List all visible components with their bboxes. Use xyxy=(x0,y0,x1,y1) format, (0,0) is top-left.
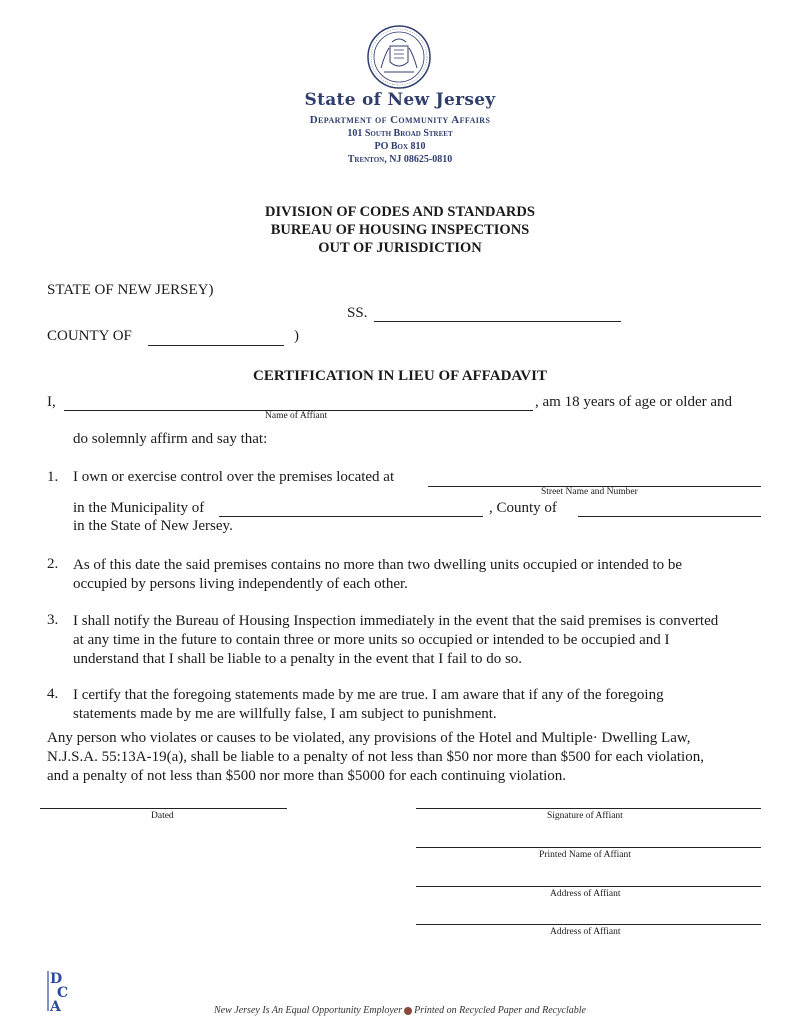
venue-county-label: COUNTY OF xyxy=(47,328,132,344)
municipality-label: in the Municipality of xyxy=(73,500,205,516)
address-1-field[interactable] xyxy=(416,886,761,887)
printed-name-field[interactable] xyxy=(416,847,761,848)
penalty-paragraph xyxy=(47,729,704,786)
item-3-line1: I shall notify the Bureau of Housing Inspection immediately in the event that the said premises is converted xyxy=(73,613,719,629)
affiant-prefix: I, xyxy=(47,394,56,410)
municipality-field[interactable] xyxy=(219,516,483,517)
penalty-line3: and a penalty of not less than $500 nor more than $5000 for each continuing violation. xyxy=(47,768,567,784)
item-1-county-label: , County of xyxy=(489,500,557,516)
item-1-line1: I own or exercise control over the premises located at xyxy=(73,469,395,485)
affiant-name-caption: Name of Affiant xyxy=(265,411,328,421)
footer-right: Printed on Recycled Paper and Recyclable xyxy=(414,1005,586,1016)
item-1-state-line: in the State of New Jersey. xyxy=(73,518,233,534)
address-2-field[interactable] xyxy=(416,924,761,925)
ss-field[interactable] xyxy=(374,321,621,322)
item-4-number: 4. xyxy=(47,686,59,702)
venue-state: STATE OF NEW JERSEY) xyxy=(47,282,214,298)
penalty-line1: Any person who violates or causes to be violated, any provisions of the Hotel and Multiple· Dwelling Law, xyxy=(47,730,691,746)
item-3-line2: at any time in the future to contain three or more units so occupied or intended to be occupied and I xyxy=(73,632,670,648)
letterhead-address-3: Trenton, NJ 08625-0810 xyxy=(347,154,453,165)
certification-title: CERTIFICATION IN LIEU OF AFFADAVIT xyxy=(253,368,547,384)
heading-subtitle: OUT OF JURISDICTION xyxy=(318,240,482,256)
item-2-line1: As of this date the said premises contains no more than two dwelling units occupied or intended to be xyxy=(73,557,683,573)
item-2-number: 2. xyxy=(47,556,59,572)
item-3-text xyxy=(73,612,718,669)
item-4-text xyxy=(73,686,664,724)
signature-field[interactable] xyxy=(416,808,761,809)
item-4-line1: I certify that the foregoing statements made by me are true. I am aware that if any of the foregoing xyxy=(73,687,664,703)
item-4-line2: statements made by me are willfully false, I am subject to punishment. xyxy=(73,706,497,722)
item-2-line2: occupied by persons living independently of each other. xyxy=(73,576,408,592)
heading-bureau: BUREAU OF HOUSING INSPECTIONS xyxy=(270,222,530,238)
affiant-suffix: , am 18 years of age or older and xyxy=(535,394,733,410)
item-3-number: 3. xyxy=(47,612,59,628)
penalty-line2: N.J.S.A. 55:13A-19(a), shall be liable to a penalty of not less than $50 nor more than $500 for each violation, xyxy=(47,749,704,765)
dated-field[interactable] xyxy=(40,808,287,809)
item-1-county-field[interactable] xyxy=(578,516,761,517)
letterhead-department: Department of Community Affairs xyxy=(309,114,491,126)
svg-text:A: A xyxy=(50,999,61,1013)
letterhead-address-2: PO Box 810 xyxy=(374,141,426,152)
venue-county-close: ) xyxy=(294,328,299,344)
affiant-affirm: do solemnly affirm and say that: xyxy=(73,431,268,447)
item-3-line3: understand that I shall be liable to a penalty in the event that I fail to do so. xyxy=(73,651,523,667)
printed-name-caption: Printed Name of Affiant xyxy=(539,850,631,860)
street-caption: Street Name and Number xyxy=(541,487,638,497)
footer-left: New Jersey Is An Equal Opportunity Employer xyxy=(214,1005,403,1016)
letterhead-address-1: 101 South Broad Street xyxy=(347,128,453,139)
footer xyxy=(0,1005,800,1016)
bullet-icon xyxy=(404,1007,412,1015)
dated-caption: Dated xyxy=(151,811,174,821)
item-1-number: 1. xyxy=(47,469,59,485)
svg-text:C: C xyxy=(57,985,69,1001)
signature-caption: Signature of Affiant xyxy=(547,811,623,821)
letterhead-state: State of New Jersey xyxy=(304,90,496,110)
address-1-caption: Address of Affiant xyxy=(550,889,621,899)
item-2-text xyxy=(73,556,682,594)
county-field[interactable] xyxy=(148,345,284,346)
heading-division: DIVISION OF CODES AND STANDARDS xyxy=(265,204,535,220)
venue-ss-label: SS. xyxy=(347,305,368,321)
svg-text:D: D xyxy=(50,971,63,987)
address-2-caption: Address of Affiant xyxy=(550,927,621,937)
state-seal-icon xyxy=(366,24,432,90)
